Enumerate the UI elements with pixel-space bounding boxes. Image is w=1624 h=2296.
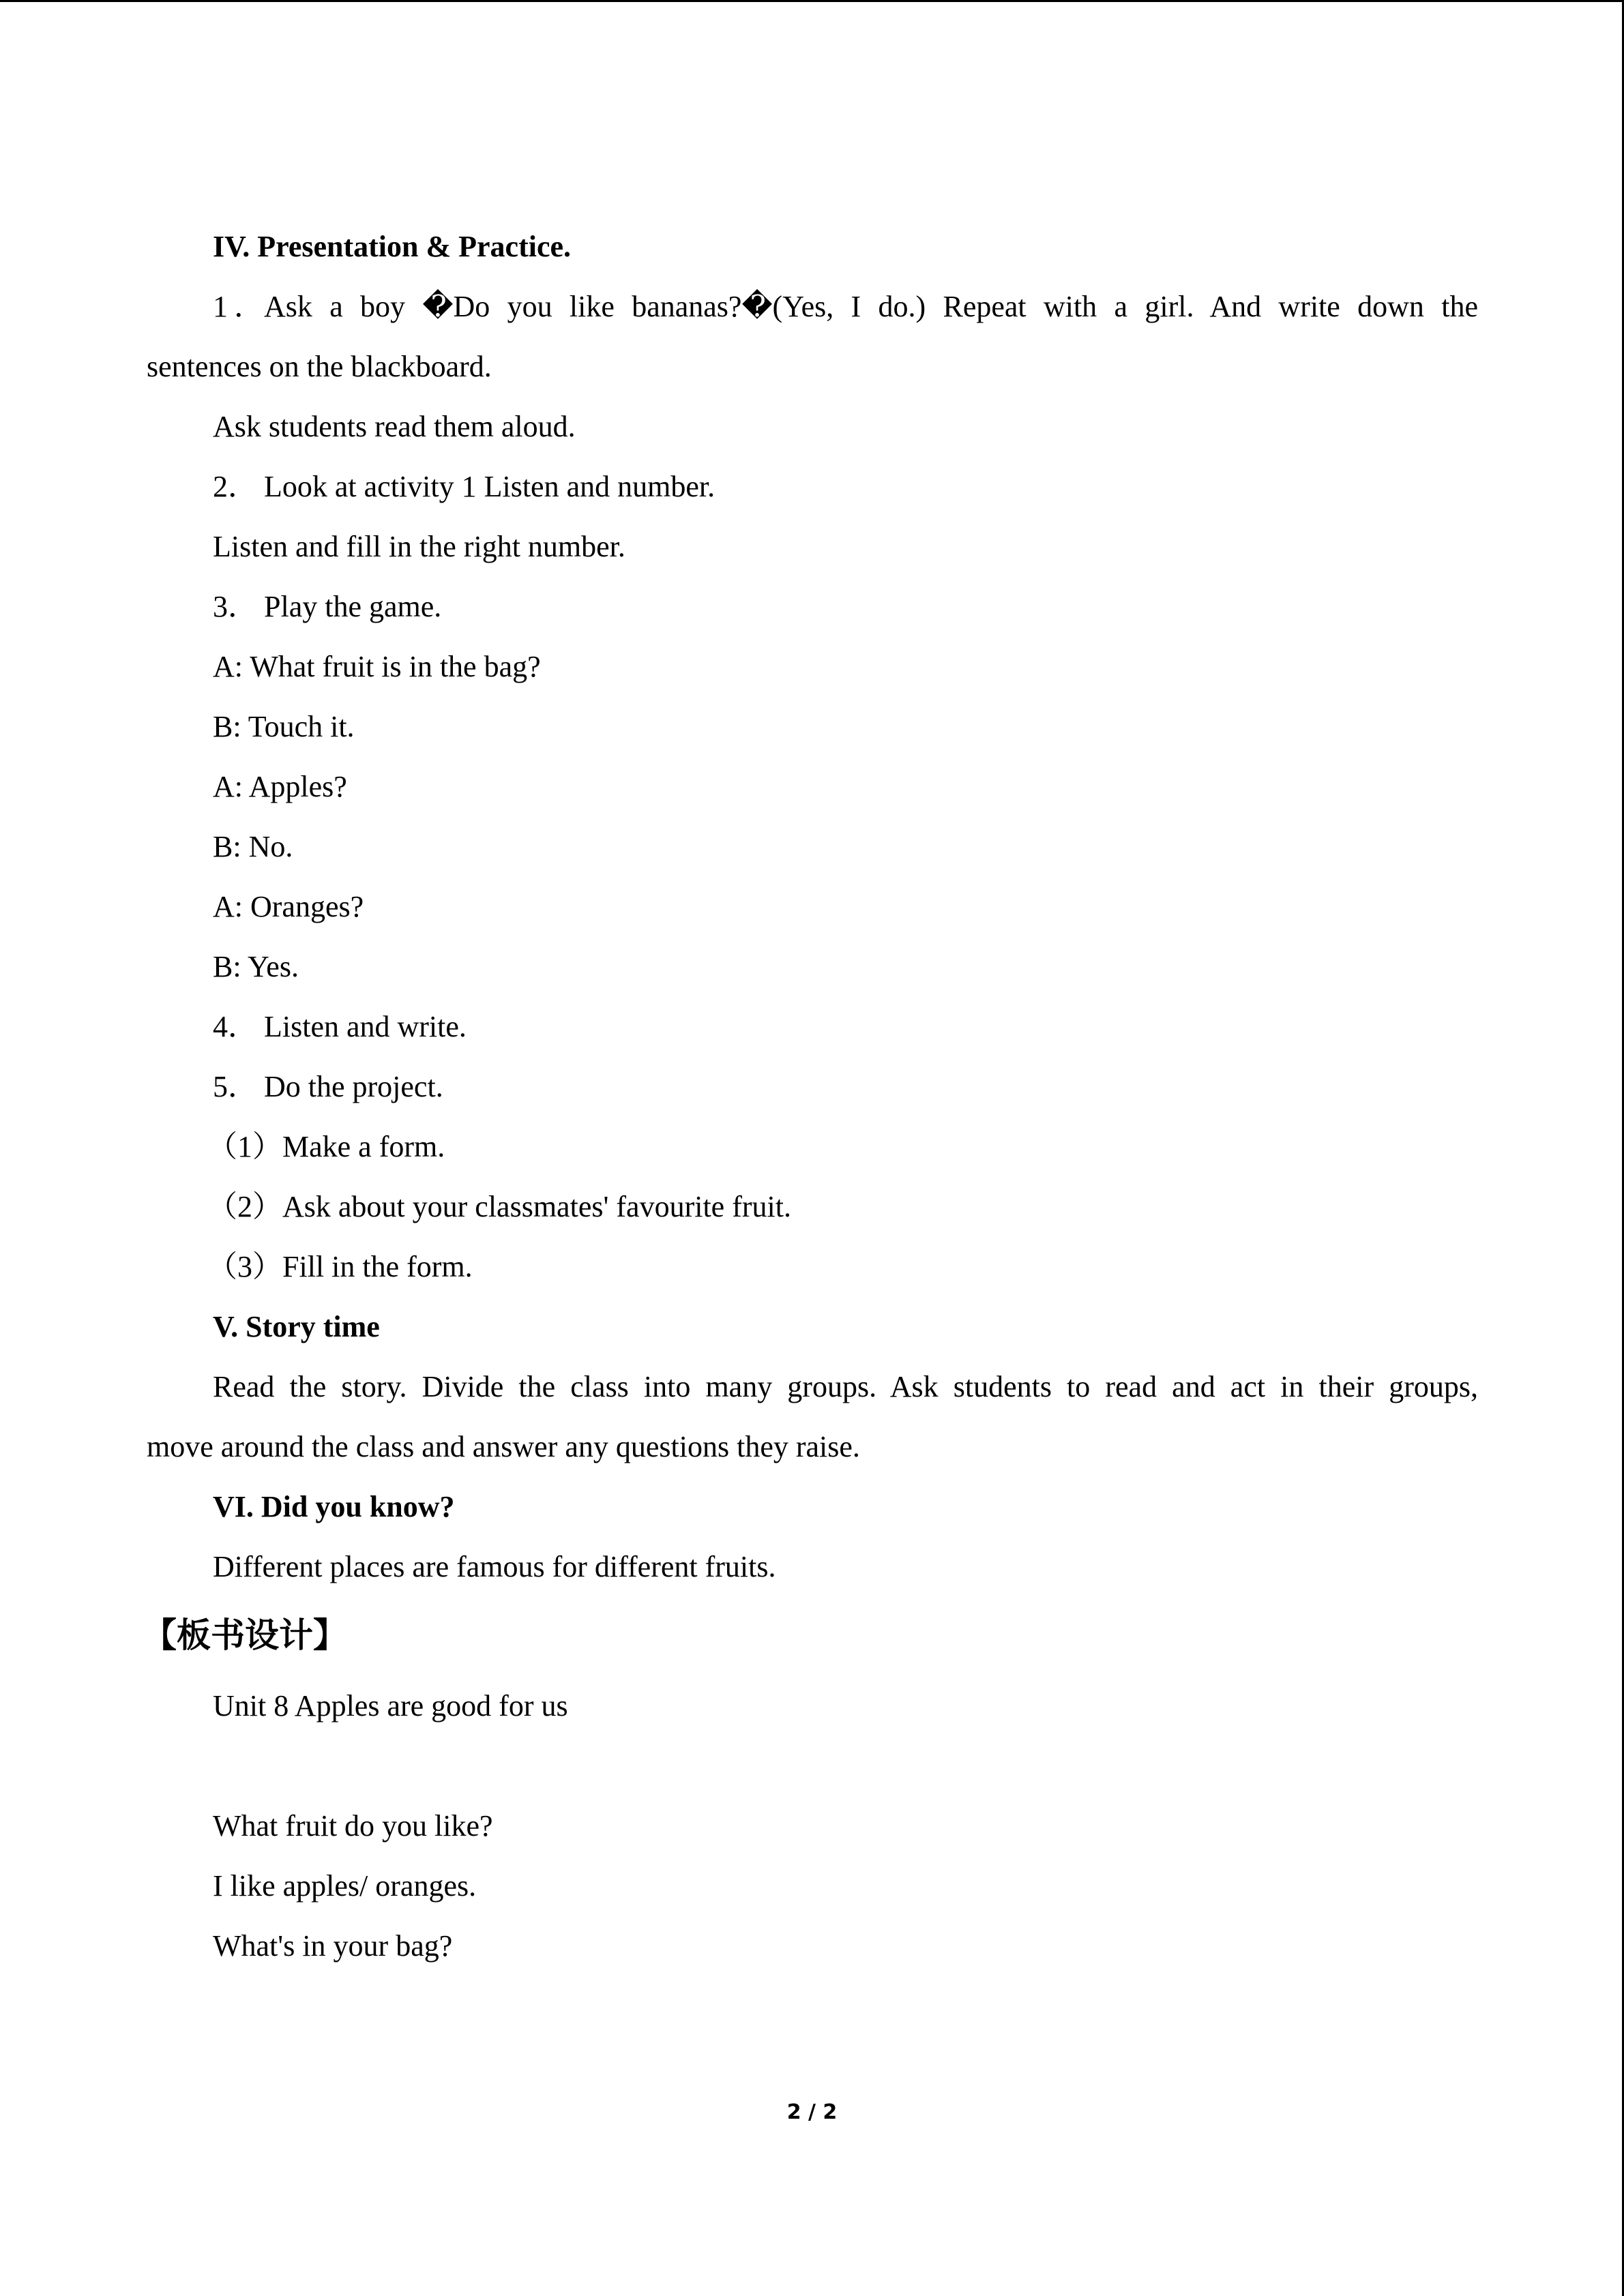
blank-line bbox=[147, 1736, 1478, 1796]
section-v-paragraph-line-2: move around the class and answer any questions they raise. bbox=[147, 1430, 860, 1463]
section-v-heading: V. Story time bbox=[213, 1310, 380, 1343]
item-3-text: Play the game. bbox=[264, 590, 442, 623]
dialogue-line: A: What fruit is in the bag? bbox=[213, 650, 541, 683]
item-1-line-2: sentences on the blackboard. bbox=[147, 350, 492, 383]
board-design-line: What's in your bag? bbox=[213, 1929, 453, 1963]
board-design-heading: 【板书设计】 bbox=[143, 1615, 347, 1655]
item-4 bbox=[147, 997, 1478, 1057]
item-2 bbox=[147, 457, 1478, 517]
sub-item bbox=[147, 1117, 1478, 1177]
item-1-extra: Ask students read them aloud. bbox=[213, 410, 576, 443]
item-4-number: 4． bbox=[213, 1010, 258, 1043]
sub-item-text: Fill in the form. bbox=[282, 1250, 473, 1283]
item-2-number: 2． bbox=[213, 470, 258, 503]
item-1-line-1 bbox=[147, 277, 1478, 337]
item-2-extra: Listen and fill in the right number. bbox=[213, 530, 625, 563]
sub-item-text: Make a form. bbox=[282, 1130, 445, 1163]
dialogue-line: B: Yes. bbox=[213, 950, 299, 983]
sub-item bbox=[147, 1177, 1478, 1237]
dialogue-line: B: No. bbox=[213, 830, 293, 863]
item-5-number: 5． bbox=[213, 1070, 258, 1103]
dialogue-line: B: Touch it. bbox=[213, 710, 355, 743]
item-5 bbox=[147, 1057, 1478, 1117]
item-2-text: Look at activity 1 Listen and number. bbox=[264, 470, 715, 503]
item-1-number: 1． bbox=[213, 290, 264, 323]
section-vi-heading: VI. Did you know? bbox=[213, 1490, 455, 1523]
item-3-number: 3． bbox=[213, 590, 258, 623]
sub-item-text: Ask about your classmates' favourite fruit. bbox=[282, 1190, 791, 1223]
section-v-paragraph-line-1: Read the story. Divide the class into many groups. Ask students to read and act in their groups, bbox=[213, 1370, 1478, 1403]
dialogue-line: A: Oranges? bbox=[213, 890, 364, 923]
dialogue-line: A: Apples? bbox=[213, 770, 347, 803]
sub-item-number: （3） bbox=[207, 1250, 282, 1283]
sub-item bbox=[147, 1237, 1478, 1297]
page-number: 2 / 2 bbox=[786, 2100, 838, 2124]
sub-item-number: （1） bbox=[207, 1130, 282, 1163]
item-4-text: Listen and write. bbox=[264, 1010, 467, 1043]
board-design-line: I like apples/ oranges. bbox=[213, 1869, 477, 1903]
item-3 bbox=[147, 577, 1478, 637]
section-vi-text: Different places are famous for different fruits. bbox=[213, 1550, 776, 1583]
document-body bbox=[143, 217, 1478, 1976]
board-design-line: What fruit do you like? bbox=[213, 1809, 493, 1843]
section-iv-heading: IV. Presentation & Practice. bbox=[213, 230, 572, 263]
sub-item-number: （2） bbox=[207, 1190, 282, 1223]
board-design-title: Unit 8 Apples are good for us bbox=[213, 1689, 568, 1723]
item-1-text: Ask a boy �Do you like bananas?�(Yes, I do.) Repeat with a girl. And write down the bbox=[264, 290, 1478, 323]
item-5-text: Do the project. bbox=[264, 1070, 443, 1103]
